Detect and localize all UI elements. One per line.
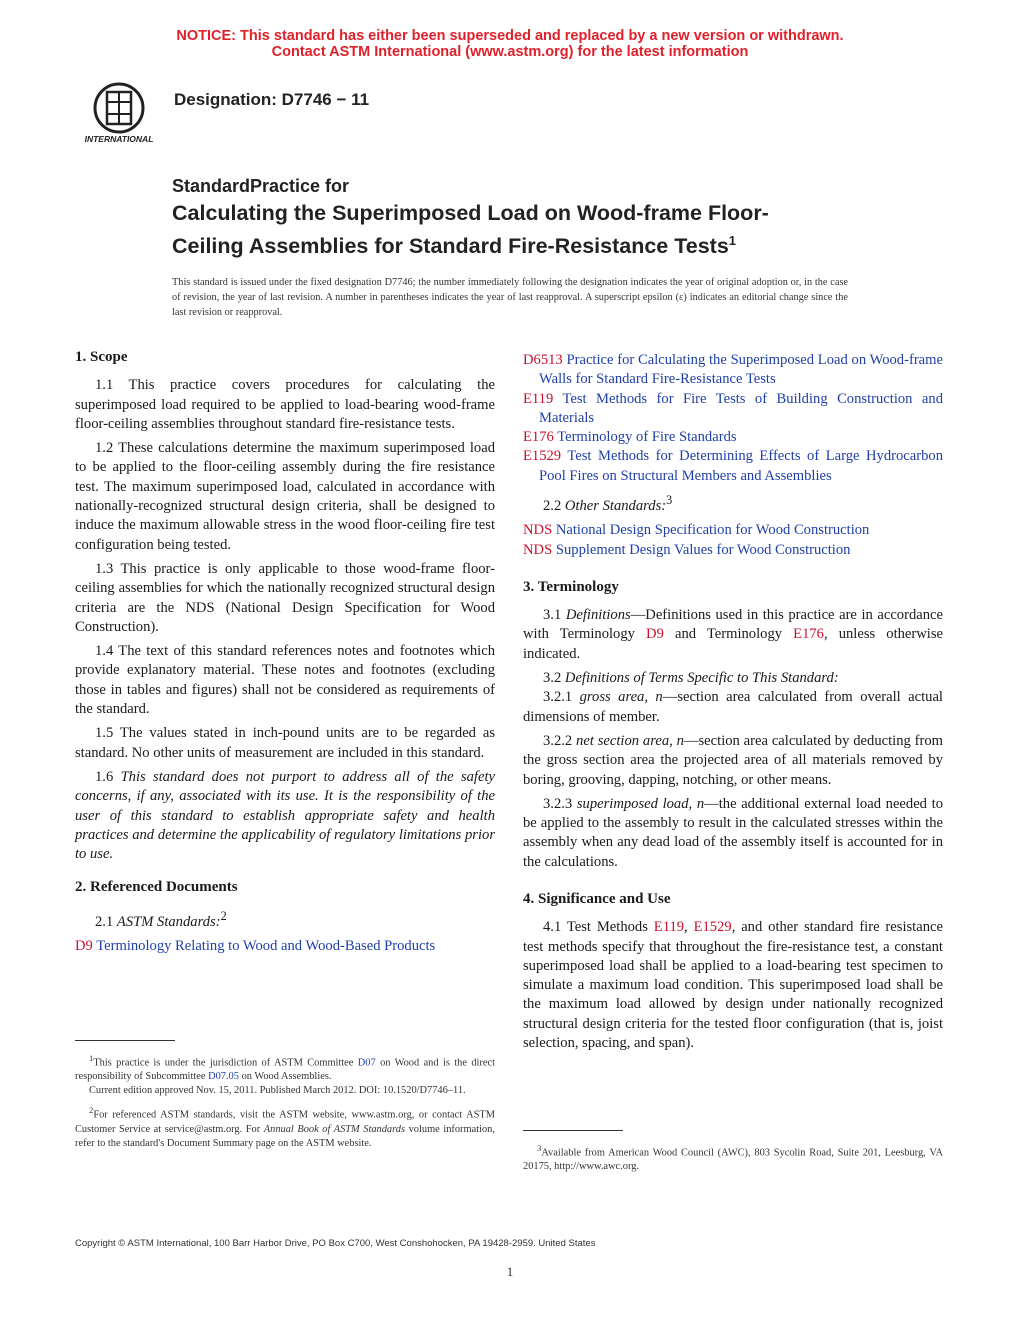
term-3-2: 3.2 Definitions of Terms Specific to This Standard: xyxy=(543,670,839,687)
section-significance-heading: 4. Significance and Use xyxy=(523,890,671,907)
link-e119[interactable]: E119 xyxy=(653,919,685,936)
scope-1-1: 1.1 This practice covers procedures for calculating the superimposed load required to be applied to load-bearing wood-frame floor-ceiling assemblies throughout standard fire-resistance tests. xyxy=(75,377,495,432)
title-line-3: Ceiling Assemblies for Standard Fire-Resistance Tests xyxy=(172,234,729,259)
scope-1-4: 1.4 The text of this standard references notes and footnotes which provide explanatory material. These notes and footnotes (excluding those in tables and figures) shall not be considered as requirements of the standard. xyxy=(75,643,495,718)
link-e176[interactable]: E176 xyxy=(793,626,824,643)
footnotes-left xyxy=(75,1051,495,1151)
link-e1529[interactable]: E1529 xyxy=(693,919,732,936)
term-3-2-2: 3.2.2 net section area, n—section area calculated by deducting from the gross section area the projected area of all materials removed by boring, grooving, dapping, notching, or other means. xyxy=(523,732,944,788)
designation: Designation: D7746 − 11 xyxy=(174,90,370,109)
scope-1-2: 1.2 These calculations determine the maximum superimposed load to be applied to the floor-ceiling assembly during the fire resistance test. The maximum superimposed load, calculated in accordance with nationally-recognized structural design criteria, shall be designed to induce the maximum allowable stress in the wood floor-ceiling fire test configuration being tested. xyxy=(75,440,495,553)
title-footnote-mark: 1 xyxy=(728,233,737,248)
section-scope-heading: 1. Scope xyxy=(75,349,128,365)
scope-1-3: 1.3 This practice is only applicable to those wood-frame floor-ceiling assemblies for which the nationally recognized structural design criteria are the NDS (National Design Specification for Wood Construction). xyxy=(75,560,495,635)
other-standards-label: 2.2 Other Standards:$^3$ xyxy=(543,493,673,514)
title-line-2: Calculating the Superimposed Load on Wood-frame Floor- xyxy=(172,201,769,225)
link-d0705[interactable]: D07.05 xyxy=(208,1071,239,1083)
ref-nds-2[interactable]: NDS Supplement Design Values for Wood Construction xyxy=(523,541,851,558)
scope-1-5: 1.5 The values stated in inch-pound units are to be regarded as standard. No other units of measurement are included in this standard. xyxy=(75,725,495,761)
ref-d6513[interactable]: D6513 Practice for Calculating the Superimposed Load on Wood-frame Walls for Standard Fire-Resistance Tests xyxy=(523,352,943,388)
right-column xyxy=(523,351,943,1058)
superseded-notice xyxy=(0,28,1020,60)
copyright: Copyright © ASTM International, 100 Barr Harbor Drive, PO Box C700, West Conshohocken, PA 19428-2959. United States xyxy=(75,1238,596,1249)
notice-line-1: NOTICE: This standard has either been superseded and replaced by a new version or withdrawn. xyxy=(176,28,844,44)
footnote-1: $^1$This practice is under the jurisdiction of ASTM Committee D07 on Wood and is the direct responsibility of Subcommittee D07.05 on Wood Assemblies. xyxy=(75,1053,495,1083)
ref-e176[interactable]: E176 Terminology of Fire Standards xyxy=(523,429,737,446)
footnotes-right xyxy=(523,1141,943,1174)
footnote-rule-left xyxy=(75,1040,175,1041)
footnote-1-edition: Current edition approved Nov. 15, 2011. Published March 2012. DOI: 10.1520/D7746–11. xyxy=(89,1085,466,1097)
footnote-rule-right xyxy=(523,1130,623,1131)
term-3-2-3: 3.2.3 superimposed load, n—the additional external load needed to be applied to the assembly to result in the calculated stresses within the assembly when any dead load of the assembly itself is accounted for in the calculations. xyxy=(523,795,943,870)
issued-note: This standard is issued under the fixed designation D7746; the number immediately following the designation indicates the year of original adoption or, in the case of revision, the year of last revision. A number in parentheses indicates the year of last reapproval. A superscript epsilon (ε) indicates an editorial change since the last revision or reapproval. xyxy=(172,277,848,318)
notice-line-2: Contact ASTM International (www.astm.org) for the latest information xyxy=(271,44,749,60)
footnote-3: $^3$Available from American Wood Council (AWC), 803 Sycolin Road, Suite 201, Leesburg, VA 20175, http://www.awc.org. xyxy=(523,1143,943,1173)
section-terminology-heading: 3. Terminology xyxy=(523,578,619,595)
document-title xyxy=(172,176,872,260)
link-d9[interactable]: D9 xyxy=(646,626,664,643)
page-number: 1 xyxy=(506,1264,514,1279)
ref-e1529[interactable]: E1529 Test Methods for Determining Effects of Large Hydrocarbon Pool Fires on Structural Members and Assemblies xyxy=(523,448,943,484)
term-3-2-1: 3.2.1 gross area, n—section area calculated from overall actual dimensions of member. xyxy=(523,689,943,725)
title-line-1: StandardPractice for xyxy=(172,176,350,196)
section-refdocs-heading: 2. Referenced Documents xyxy=(75,879,238,896)
ref-nds-1[interactable]: NDS National Design Specification for Wood Construction xyxy=(523,522,870,539)
astm-standards-label: 2.1 ASTM Standards:$^2$ xyxy=(95,908,227,930)
link-d07[interactable]: D07 xyxy=(357,1057,376,1069)
footnote-2: $^2$For referenced ASTM standards, visit the ASTM website, www.astm.org, or contact ASTM Customer Service at service@astm.org. For Annual Book of ASTM Standards volume information, refer to the standard's Document Summary page on the ASTM website. xyxy=(75,1105,495,1149)
term-3-1: 3.1 Definitions—Definitions used in this practice are in accordance with Terminology D9 and Terminology E176, unless otherwise indicated. xyxy=(523,607,944,662)
astm-logo-icon xyxy=(74,78,164,146)
scope-1-6: 1.6 This standard does not purport to address all of the safety concerns, if any, associated with its use. It is the responsibility of the user of this standard to establish appropriate safety and health practices and determine the applicability of regulatory limitations prior to use. xyxy=(75,768,495,863)
ref-d9[interactable]: D9 Terminology Relating to Wood and Wood-Based Products xyxy=(75,937,436,954)
significance-4-1: 4.1 Test Methods E119, E1529, and other standard fire resistance test methods specify that throughout the fire-resistance test, a constant superimposed load shall be applied to a load-bearing test specimen to simulate a maximum load condition. This superimposed load shall be the maximum load allowed by design under nationally recognized structural design criteria for the tested floor configuration (that is, joist selection, spacing, and span). xyxy=(523,919,943,1052)
left-column xyxy=(75,348,495,956)
logo-wordmark: INTERNATIONAL xyxy=(84,134,154,144)
ref-e119[interactable]: E119 Test Methods for Fire Tests of Building Construction and Materials xyxy=(523,390,943,426)
